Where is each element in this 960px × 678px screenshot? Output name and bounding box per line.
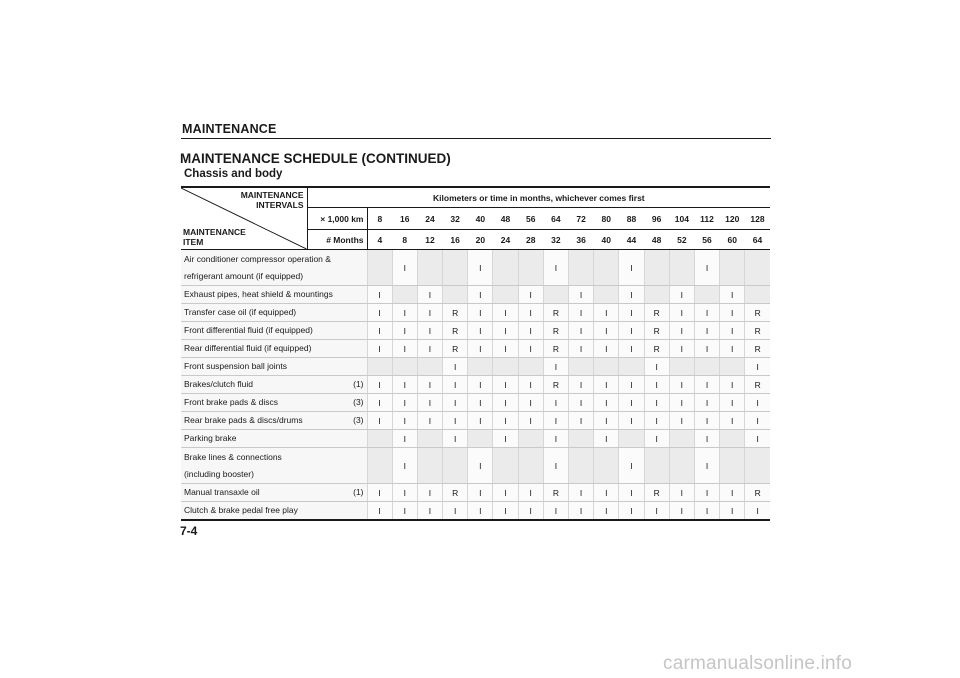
schedule-cell: I	[694, 430, 719, 448]
km-interval: 104	[669, 208, 694, 230]
schedule-cell: I	[367, 286, 392, 304]
schedule-cell: R	[644, 340, 669, 358]
schedule-cell: I	[417, 286, 442, 304]
schedule-cell: I	[417, 322, 442, 340]
schedule-cell	[745, 448, 770, 484]
schedule-cell	[669, 448, 694, 484]
schedule-cell: I	[417, 340, 442, 358]
schedule-cell: I	[619, 376, 644, 394]
schedule-cell	[392, 358, 417, 376]
maintenance-item	[181, 394, 367, 412]
schedule-cell	[594, 358, 619, 376]
section-subtitle: Chassis and body	[184, 168, 283, 180]
schedule-cell	[443, 448, 468, 484]
schedule-cell: I	[468, 502, 493, 521]
km-interval: 112	[694, 208, 719, 230]
schedule-cell: R	[543, 322, 568, 340]
maintenance-item	[181, 286, 367, 304]
schedule-cell: I	[694, 412, 719, 430]
maintenance-item-name: Parking brake	[184, 433, 237, 443]
schedule-cell: I	[720, 304, 745, 322]
schedule-cell: I	[367, 376, 392, 394]
maintenance-item-name: Air conditioner compressor operation & refrigerant amount (if equipped)	[184, 253, 331, 281]
month-interval: 64	[745, 230, 770, 250]
schedule-cell: I	[569, 376, 594, 394]
schedule-cell: I	[543, 358, 568, 376]
schedule-cell: I	[392, 250, 417, 286]
schedule-cell: I	[392, 322, 417, 340]
schedule-cell	[720, 430, 745, 448]
schedule-cell	[518, 250, 543, 286]
maintenance-schedule-table-wrap	[181, 186, 770, 521]
schedule-cell: I	[720, 376, 745, 394]
schedule-cell	[543, 286, 568, 304]
km-interval: 64	[543, 208, 568, 230]
schedule-cell	[619, 430, 644, 448]
schedule-cell: I	[392, 304, 417, 322]
schedule-cell: I	[569, 502, 594, 521]
schedule-cell: I	[644, 430, 669, 448]
schedule-cell: I	[468, 412, 493, 430]
schedule-cell: I	[720, 322, 745, 340]
schedule-cell: I	[518, 340, 543, 358]
schedule-cell: R	[644, 484, 669, 502]
month-interval: 52	[669, 230, 694, 250]
schedule-row	[181, 376, 770, 394]
schedule-cell: I	[644, 502, 669, 521]
maintenance-item	[181, 448, 367, 484]
schedule-cell: I	[569, 340, 594, 358]
maintenance-item	[181, 430, 367, 448]
schedule-cell: I	[745, 358, 770, 376]
schedule-cell	[745, 250, 770, 286]
schedule-cell	[392, 286, 417, 304]
month-interval: 8	[392, 230, 417, 250]
schedule-cell: I	[720, 412, 745, 430]
schedule-cell: R	[543, 376, 568, 394]
schedule-cell: R	[644, 322, 669, 340]
schedule-cell	[468, 430, 493, 448]
schedule-cell	[669, 358, 694, 376]
schedule-cell: I	[669, 502, 694, 521]
schedule-cell: I	[518, 484, 543, 502]
schedule-cell	[367, 448, 392, 484]
schedule-cell: I	[518, 412, 543, 430]
schedule-cell	[644, 286, 669, 304]
schedule-cell: I	[417, 484, 442, 502]
km-interval: 120	[720, 208, 745, 230]
schedule-cell: I	[518, 304, 543, 322]
schedule-cell: I	[694, 304, 719, 322]
schedule-cell: I	[594, 376, 619, 394]
schedule-cell: I	[619, 502, 644, 521]
schedule-cell: R	[443, 322, 468, 340]
schedule-cell: I	[694, 502, 719, 521]
maintenance-item-note: (3)	[353, 397, 364, 407]
schedule-cell: I	[468, 304, 493, 322]
maintenance-item-name: Rear differential fluid (if equipped)	[184, 343, 312, 353]
schedule-cell	[417, 250, 442, 286]
maintenance-item-name: Brakes/clutch fluid	[184, 379, 253, 389]
schedule-cell: I	[569, 322, 594, 340]
schedule-cell: I	[619, 394, 644, 412]
schedule-cell: I	[367, 340, 392, 358]
schedule-cell: I	[493, 502, 518, 521]
schedule-cell: I	[493, 304, 518, 322]
header-row-title	[181, 187, 770, 208]
schedule-cell: I	[644, 358, 669, 376]
schedule-cell	[694, 358, 719, 376]
schedule-cell: I	[543, 448, 568, 484]
schedule-cell: I	[367, 394, 392, 412]
schedule-cell: I	[745, 502, 770, 521]
schedule-cell: R	[443, 340, 468, 358]
km-interval: 32	[443, 208, 468, 230]
schedule-cell: I	[417, 502, 442, 521]
schedule-cell: I	[569, 286, 594, 304]
schedule-cell: I	[720, 502, 745, 521]
schedule-cell: I	[569, 394, 594, 412]
schedule-cell: I	[468, 376, 493, 394]
month-interval: 32	[543, 230, 568, 250]
schedule-cell: I	[468, 340, 493, 358]
schedule-cell	[493, 358, 518, 376]
schedule-cell: I	[493, 322, 518, 340]
schedule-row	[181, 484, 770, 502]
km-interval: 16	[392, 208, 417, 230]
schedule-cell	[644, 250, 669, 286]
schedule-cell: I	[443, 430, 468, 448]
schedule-row	[181, 430, 770, 448]
schedule-cell: I	[619, 412, 644, 430]
maintenance-item-name: Front suspension ball joints	[184, 361, 288, 371]
schedule-cell: I	[392, 394, 417, 412]
schedule-cell	[619, 358, 644, 376]
month-interval: 4	[367, 230, 392, 250]
schedule-cell	[569, 430, 594, 448]
schedule-cell	[594, 286, 619, 304]
schedule-cell	[493, 448, 518, 484]
schedule-cell	[720, 358, 745, 376]
schedule-cell	[594, 448, 619, 484]
schedule-cell: R	[543, 304, 568, 322]
schedule-cell: I	[518, 322, 543, 340]
maintenance-item	[181, 322, 367, 340]
schedule-cell: I	[468, 250, 493, 286]
schedule-cell: I	[392, 484, 417, 502]
schedule-cell: I	[745, 412, 770, 430]
schedule-cell: I	[694, 250, 719, 286]
months-unit-label: # Months	[307, 230, 367, 250]
schedule-cell: I	[569, 412, 594, 430]
month-interval: 20	[468, 230, 493, 250]
schedule-cell: I	[720, 286, 745, 304]
schedule-cell: I	[669, 394, 694, 412]
schedule-cell: I	[669, 376, 694, 394]
header-corner-cell	[181, 187, 307, 250]
schedule-cell: R	[543, 484, 568, 502]
schedule-cell: I	[569, 484, 594, 502]
maintenance-item	[181, 376, 367, 394]
schedule-cell: I	[543, 394, 568, 412]
month-interval: 56	[694, 230, 719, 250]
km-interval: 88	[619, 208, 644, 230]
schedule-cell: I	[694, 376, 719, 394]
section-header: MAINTENANCE	[182, 122, 277, 136]
schedule-cell	[669, 250, 694, 286]
schedule-cell	[518, 358, 543, 376]
month-interval: 36	[569, 230, 594, 250]
maintenance-item-name: Manual transaxle oil	[184, 487, 260, 497]
schedule-cell: I	[720, 484, 745, 502]
schedule-cell: I	[417, 412, 442, 430]
schedule-cell	[669, 430, 694, 448]
schedule-cell: I	[694, 448, 719, 484]
km-unit-label: × 1,000 km	[307, 208, 367, 230]
schedule-row	[181, 394, 770, 412]
schedule-cell: R	[745, 304, 770, 322]
schedule-cell: R	[443, 484, 468, 502]
maintenance-item	[181, 412, 367, 430]
maintenance-item	[181, 502, 367, 521]
month-interval: 16	[443, 230, 468, 250]
km-interval: 128	[745, 208, 770, 230]
schedule-cell: I	[594, 484, 619, 502]
schedule-cell: I	[619, 484, 644, 502]
schedule-cell: I	[669, 484, 694, 502]
header-rule	[181, 138, 771, 139]
maintenance-item-note: (1)	[353, 487, 364, 497]
schedule-cell: R	[745, 340, 770, 358]
schedule-cell: I	[619, 286, 644, 304]
schedule-cell: I	[392, 502, 417, 521]
schedule-cell: I	[518, 376, 543, 394]
schedule-cell	[644, 448, 669, 484]
header-corner-item: MAINTENANCE ITEM	[183, 227, 246, 247]
schedule-row	[181, 358, 770, 376]
schedule-cell: I	[518, 394, 543, 412]
schedule-cell: R	[443, 304, 468, 322]
schedule-cell: I	[669, 322, 694, 340]
maintenance-item-note: (3)	[353, 415, 364, 425]
km-interval: 56	[518, 208, 543, 230]
schedule-cell	[493, 286, 518, 304]
schedule-cell: I	[543, 502, 568, 521]
schedule-cell: I	[543, 250, 568, 286]
schedule-row	[181, 448, 770, 484]
schedule-cell: I	[417, 394, 442, 412]
schedule-cell: I	[443, 376, 468, 394]
schedule-cell: R	[745, 376, 770, 394]
maintenance-item-name: Exhaust pipes, heat shield & mountings	[184, 289, 333, 299]
schedule-cell: I	[493, 412, 518, 430]
schedule-cell: I	[543, 412, 568, 430]
month-interval: 24	[493, 230, 518, 250]
schedule-cell: I	[720, 394, 745, 412]
maintenance-item-note: (1)	[353, 379, 364, 389]
schedule-cell: I	[493, 340, 518, 358]
schedule-cell: I	[367, 412, 392, 430]
schedule-cell	[745, 286, 770, 304]
schedule-cell: I	[417, 304, 442, 322]
schedule-cell: I	[669, 340, 694, 358]
km-interval: 40	[468, 208, 493, 230]
schedule-row	[181, 502, 770, 521]
schedule-cell: R	[543, 340, 568, 358]
schedule-cell: I	[694, 322, 719, 340]
km-interval: 24	[417, 208, 442, 230]
schedule-row	[181, 412, 770, 430]
schedule-cell	[694, 286, 719, 304]
schedule-cell	[569, 358, 594, 376]
schedule-cell: I	[518, 286, 543, 304]
schedule-cell: I	[367, 502, 392, 521]
schedule-cell	[468, 358, 493, 376]
schedule-cell: I	[644, 376, 669, 394]
schedule-cell: I	[594, 430, 619, 448]
schedule-cell: I	[367, 322, 392, 340]
maintenance-item-name: Brake lines & connections (including booster)	[184, 451, 282, 479]
month-interval: 48	[644, 230, 669, 250]
schedule-cell	[417, 430, 442, 448]
schedule-cell: I	[594, 304, 619, 322]
schedule-cell	[720, 448, 745, 484]
schedule-cell: I	[619, 448, 644, 484]
schedule-cell: I	[493, 394, 518, 412]
schedule-cell: I	[619, 340, 644, 358]
schedule-cell	[443, 286, 468, 304]
km-interval: 80	[594, 208, 619, 230]
schedule-cell: I	[594, 340, 619, 358]
maintenance-item-name: Front differential fluid (if equipped)	[184, 325, 313, 335]
schedule-cell: I	[720, 340, 745, 358]
schedule-cell: I	[392, 412, 417, 430]
schedule-cell: I	[644, 394, 669, 412]
schedule-cell: I	[367, 484, 392, 502]
watermark: carmanualsonline.info	[663, 653, 853, 674]
schedule-cell: I	[644, 412, 669, 430]
schedule-cell: I	[619, 304, 644, 322]
schedule-cell: I	[417, 376, 442, 394]
schedule-cell	[367, 358, 392, 376]
schedule-cell: I	[392, 340, 417, 358]
schedule-cell: I	[669, 304, 694, 322]
schedule-cell: I	[569, 304, 594, 322]
schedule-cell: I	[443, 412, 468, 430]
schedule-cell: I	[594, 322, 619, 340]
schedule-cell: I	[392, 376, 417, 394]
schedule-cell: I	[443, 394, 468, 412]
maintenance-item	[181, 250, 367, 286]
page-number: 7-4	[180, 524, 198, 538]
schedule-cell: I	[745, 394, 770, 412]
schedule-cell	[443, 250, 468, 286]
schedule-cell: I	[619, 250, 644, 286]
schedule-cell: I	[468, 286, 493, 304]
schedule-cell: I	[669, 286, 694, 304]
maintenance-item	[181, 340, 367, 358]
maintenance-item-name: Rear brake pads & discs/drums	[184, 415, 303, 425]
km-interval: 48	[493, 208, 518, 230]
intervals-title: Kilometers or time in months, whichever comes first	[307, 187, 770, 208]
schedule-cell: I	[669, 412, 694, 430]
month-interval: 60	[720, 230, 745, 250]
maintenance-item-name: Clutch & brake pedal free play	[184, 505, 298, 515]
schedule-cell: I	[367, 304, 392, 322]
schedule-row	[181, 322, 770, 340]
schedule-cell	[569, 250, 594, 286]
maintenance-item-name: Transfer case oil (if equipped)	[184, 307, 297, 317]
schedule-cell	[417, 358, 442, 376]
schedule-cell: R	[745, 322, 770, 340]
schedule-cell: I	[468, 394, 493, 412]
schedule-cell: I	[594, 412, 619, 430]
month-interval: 40	[594, 230, 619, 250]
schedule-cell: I	[468, 448, 493, 484]
schedule-row	[181, 250, 770, 286]
maintenance-item	[181, 484, 367, 502]
schedule-cell: I	[468, 484, 493, 502]
maintenance-item-name: Front brake pads & discs	[184, 397, 279, 407]
schedule-cell: I	[493, 376, 518, 394]
schedule-cell: I	[694, 394, 719, 412]
km-interval: 96	[644, 208, 669, 230]
schedule-cell: I	[619, 322, 644, 340]
schedule-cell	[493, 250, 518, 286]
month-interval: 44	[619, 230, 644, 250]
schedule-row	[181, 340, 770, 358]
schedule-cell: R	[745, 484, 770, 502]
schedule-cell	[594, 250, 619, 286]
schedule-row	[181, 304, 770, 322]
schedule-cell	[518, 430, 543, 448]
schedule-cell: I	[468, 322, 493, 340]
schedule-cell: I	[543, 430, 568, 448]
schedule-cell	[518, 448, 543, 484]
schedule-cell: I	[594, 394, 619, 412]
schedule-cell: I	[694, 340, 719, 358]
page-title: MAINTENANCE SCHEDULE (CONTINUED)	[180, 151, 451, 166]
schedule-cell	[367, 430, 392, 448]
schedule-cell	[569, 448, 594, 484]
schedule-cell: I	[493, 430, 518, 448]
schedule-cell	[417, 448, 442, 484]
maintenance-item	[181, 304, 367, 322]
schedule-cell: I	[745, 430, 770, 448]
month-interval: 12	[417, 230, 442, 250]
schedule-cell: I	[392, 430, 417, 448]
header-corner-intervals: MAINTENANCE INTERVALS	[240, 190, 304, 210]
schedule-cell: I	[493, 484, 518, 502]
schedule-cell: I	[392, 448, 417, 484]
schedule-row	[181, 286, 770, 304]
schedule-cell: R	[644, 304, 669, 322]
km-interval: 72	[569, 208, 594, 230]
schedule-cell: I	[594, 502, 619, 521]
schedule-cell	[720, 250, 745, 286]
maintenance-schedule-table	[181, 186, 770, 521]
km-interval: 8	[367, 208, 392, 230]
schedule-cell	[367, 250, 392, 286]
schedule-cell: I	[694, 484, 719, 502]
maintenance-item	[181, 358, 367, 376]
schedule-cell: I	[443, 358, 468, 376]
schedule-cell: I	[518, 502, 543, 521]
month-interval: 28	[518, 230, 543, 250]
schedule-cell: I	[443, 502, 468, 521]
